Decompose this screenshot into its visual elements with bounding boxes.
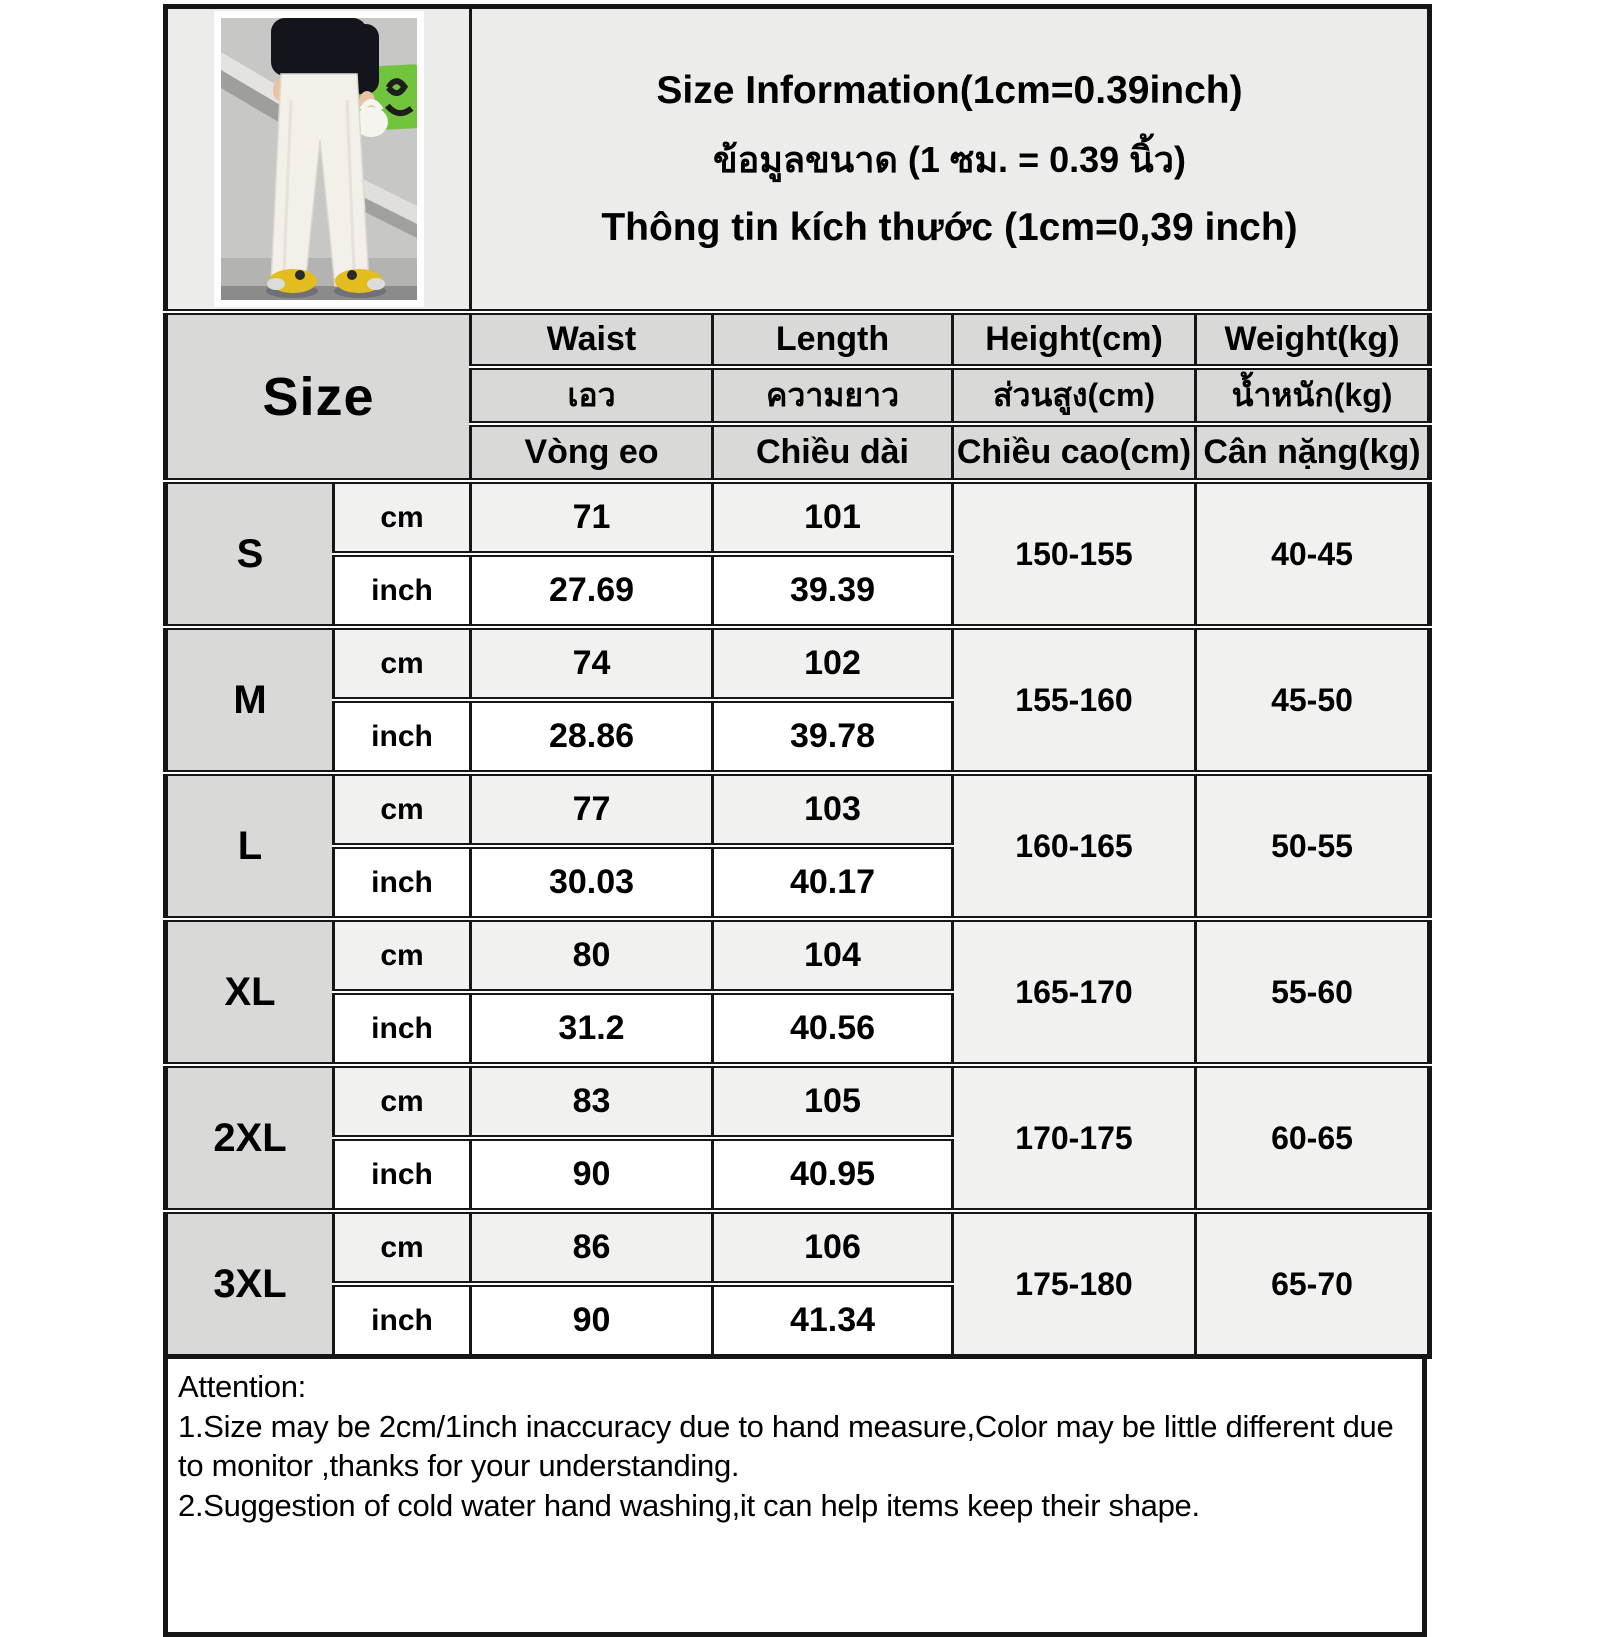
waist-value-inch: 31.2 bbox=[471, 992, 713, 1065]
height-value: 175-180 bbox=[953, 1211, 1196, 1357]
left-shoe-lace bbox=[295, 270, 305, 280]
row-3XL-cm bbox=[166, 1211, 1430, 1284]
unit-label-cm: cm bbox=[334, 1211, 471, 1284]
model-pants-photo-illustration bbox=[221, 18, 417, 300]
waist-value-cm: 80 bbox=[471, 919, 713, 992]
height-header-th: ส่วนสูง(cm) bbox=[953, 367, 1196, 424]
left-shoe-toe bbox=[267, 278, 285, 290]
weight-value: 50-55 bbox=[1196, 773, 1430, 919]
length-header-en: Length bbox=[713, 312, 953, 367]
row-L-cm bbox=[166, 773, 1430, 846]
length-value-cm: 101 bbox=[713, 481, 953, 554]
waist-value-inch: 90 bbox=[471, 1138, 713, 1211]
height-header-vi: Chiều cao(cm) bbox=[953, 424, 1196, 481]
weight-value: 45-50 bbox=[1196, 627, 1430, 773]
weight-value: 55-60 bbox=[1196, 919, 1430, 1065]
height-header-en: Height(cm) bbox=[953, 312, 1196, 367]
title-cell bbox=[471, 7, 1430, 313]
size-table bbox=[163, 4, 1432, 1359]
size-label: XL bbox=[166, 919, 334, 1065]
height-value: 155-160 bbox=[953, 627, 1196, 773]
waist-value-inch: 28.86 bbox=[471, 700, 713, 773]
length-value-cm: 104 bbox=[713, 919, 953, 992]
length-value-inch: 39.78 bbox=[713, 700, 953, 773]
top-section bbox=[166, 7, 1430, 313]
length-value-inch: 40.17 bbox=[713, 846, 953, 919]
waist-header-th: เอว bbox=[471, 367, 713, 424]
length-value-cm: 106 bbox=[713, 1211, 953, 1284]
length-value-cm: 102 bbox=[713, 627, 953, 700]
unit-label-inch: inch bbox=[334, 554, 471, 627]
product-photo bbox=[214, 11, 424, 307]
length-header-th: ความยาว bbox=[713, 367, 953, 424]
header-row-english bbox=[166, 312, 1430, 367]
size-label: S bbox=[166, 481, 334, 627]
unit-label-cm: cm bbox=[334, 1065, 471, 1138]
floor-shadow bbox=[221, 286, 417, 300]
size-label: 3XL bbox=[166, 1211, 334, 1357]
waist-value-inch: 30.03 bbox=[471, 846, 713, 919]
title-block bbox=[472, 69, 1427, 250]
weight-header-en: Weight(kg) bbox=[1196, 312, 1430, 367]
height-value: 150-155 bbox=[953, 481, 1196, 627]
weight-value: 60-65 bbox=[1196, 1065, 1430, 1211]
waist-value-cm: 77 bbox=[471, 773, 713, 846]
unit-label-inch: inch bbox=[334, 700, 471, 773]
weight-value: 40-45 bbox=[1196, 481, 1430, 627]
row-XL-cm bbox=[166, 919, 1430, 992]
title-vietnamese: Thông tin kích thước (1cm=0,39 inch) bbox=[601, 205, 1298, 249]
length-value-inch: 39.39 bbox=[713, 554, 953, 627]
attention-heading: Attention: bbox=[178, 1369, 306, 1404]
unit-label-inch: inch bbox=[334, 992, 471, 1065]
size-label: 2XL bbox=[166, 1065, 334, 1211]
row-2XL-cm bbox=[166, 1065, 1430, 1138]
title-english: Size Information(1cm=0.39inch) bbox=[656, 68, 1243, 112]
length-value-inch: 41.34 bbox=[713, 1284, 953, 1357]
waist-header-vi: Vòng eo bbox=[471, 424, 713, 481]
waist-header-en: Waist bbox=[471, 312, 713, 367]
unit-label-cm: cm bbox=[334, 481, 471, 554]
size-column-header: Size bbox=[166, 312, 471, 481]
weight-header-th: น้ำหนัก(kg) bbox=[1196, 367, 1430, 424]
waist-value-cm: 71 bbox=[471, 481, 713, 554]
height-value: 165-170 bbox=[953, 919, 1196, 1065]
size-label: L bbox=[166, 773, 334, 919]
waist-value-inch: 27.69 bbox=[471, 554, 713, 627]
waist-value-inch: 90 bbox=[471, 1284, 713, 1357]
row-M-cm bbox=[166, 627, 1430, 700]
waist-value-cm: 83 bbox=[471, 1065, 713, 1138]
product-photo-cell bbox=[166, 7, 471, 313]
height-value: 170-175 bbox=[953, 1065, 1196, 1211]
unit-label-cm: cm bbox=[334, 627, 471, 700]
size-label: M bbox=[166, 627, 334, 773]
length-value-cm: 105 bbox=[713, 1065, 953, 1138]
unit-label-cm: cm bbox=[334, 773, 471, 846]
unit-label-inch: inch bbox=[334, 846, 471, 919]
length-value-cm: 103 bbox=[713, 773, 953, 846]
length-value-inch: 40.56 bbox=[713, 992, 953, 1065]
right-shoe-lace bbox=[347, 270, 357, 280]
height-value: 160-165 bbox=[953, 773, 1196, 919]
weight-value: 65-70 bbox=[1196, 1211, 1430, 1357]
right-shoe-toe bbox=[367, 278, 385, 290]
unit-label-inch: inch bbox=[334, 1138, 471, 1211]
title-thai: ข้อมูลขนาด (1 ซม. = 0.39 นิ้ว) bbox=[713, 138, 1186, 180]
row-S-cm bbox=[166, 481, 1430, 554]
attention-note-1: 1.Size may be 2cm/1inch inaccuracy due to hand measure,Color may be little different due to monitor ,thanks for your understanding. bbox=[178, 1408, 1394, 1484]
length-value-inch: 40.95 bbox=[713, 1138, 953, 1211]
length-header-vi: Chiều dài bbox=[713, 424, 953, 481]
unit-label-inch: inch bbox=[334, 1284, 471, 1357]
size-chart-sheet bbox=[163, 4, 1427, 1637]
weight-header-vi: Cân nặng(kg) bbox=[1196, 424, 1430, 481]
attention-note-2: 2.Suggestion of cold water hand washing,it can help items keep their shape. bbox=[178, 1488, 1200, 1524]
waist-value-cm: 74 bbox=[471, 627, 713, 700]
waist-value-cm: 86 bbox=[471, 1211, 713, 1284]
attention-box bbox=[163, 1359, 1427, 1637]
unit-label-cm: cm bbox=[334, 919, 471, 992]
